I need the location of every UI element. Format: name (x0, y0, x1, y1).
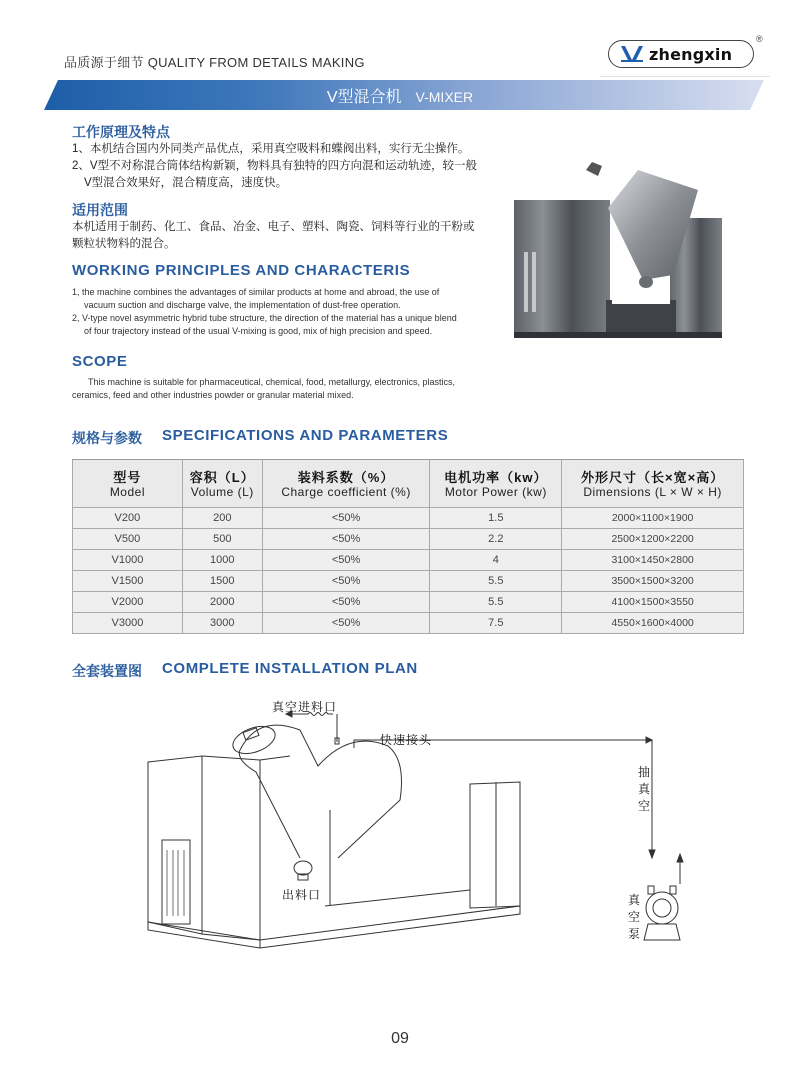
scope-en-line-1: This machine is suitable for pharmaceutical, chemical, food, metallurgy, electronics, plastics, (88, 377, 455, 387)
label-discharge: 出料口 (282, 888, 322, 902)
specs-heading-cn: 规格与参数 (72, 430, 142, 446)
cell-model: V2000 (73, 592, 183, 613)
col-header-charge-coefficient: 装料系数（%） Charge coefficient (%) (262, 460, 430, 508)
principles-en-line-4: of four trajectory instead of the usual V-mixing is good, mix of high precision and speed. (84, 326, 433, 336)
cell-charge: <50% (262, 550, 430, 571)
principles-en-line-3: 2, V-type novel asymmetric hybrid tube structure, the direction of the material has a unique blend (72, 313, 457, 323)
cell-charge: <50% (262, 529, 430, 550)
registered-mark: ® (756, 34, 763, 44)
table-row (73, 508, 744, 529)
table-row (73, 613, 744, 634)
cell-charge: <50% (262, 613, 430, 634)
tagline: 品质源于细节 QUALITY FROM DETAILS MAKING (64, 55, 365, 70)
col-header-model: 型号 Model (73, 460, 183, 508)
page-number: 09 (391, 1030, 409, 1047)
table-header-row (73, 460, 744, 508)
principles-cn-heading: 工作原理及特点 (72, 124, 170, 140)
scope-cn-line-1: 本机适用于制药、化工、食品、冶金、电子、塑料、陶瓷、饲料等行业的干粉或 (72, 221, 475, 233)
scope-en-heading: SCOPE (72, 353, 128, 370)
cell-model: V3000 (73, 613, 183, 634)
cell-model: V500 (73, 529, 183, 550)
cell-dimensions: 2000×1100×1900 (562, 508, 744, 529)
principles-cn-item-2: 2、V型不对称混合筒体结构新颖，物料具有独特的四方向混和运动轨迹，较一般 (72, 160, 478, 172)
cell-power: 2.2 (430, 529, 562, 550)
principles-en-heading: WORKING PRINCIPLES AND CHARACTERIS (72, 262, 411, 279)
label-vacuum-inlet: 真空进料口 (272, 700, 338, 714)
principles-en-line-1: 1, the machine combines the advantages of similar products at home and abroad, the use of (72, 287, 440, 297)
page-title (0, 84, 800, 107)
title-en: V-MIXER (415, 89, 474, 105)
col-header-dimensions: 外形尺寸（长×宽×高） Dimensions (L × W × H) (562, 460, 744, 508)
principles-cn-item-1: 1、本机结合国内外同类产品优点，采用真空吸料和蝶阀出料，实行无尘操作。 (72, 143, 470, 155)
cell-power: 1.5 (430, 508, 562, 529)
specs-heading-en: SPECIFICATIONS AND PARAMETERS (162, 427, 449, 444)
cell-volume: 3000 (182, 613, 262, 634)
cell-dimensions: 4550×1600×4000 (562, 613, 744, 634)
brand-logo (608, 40, 754, 68)
installation-heading-en: COMPLETE INSTALLATION PLAN (162, 660, 418, 677)
cell-power: 5.5 (430, 592, 562, 613)
col-header-motor-power: 电机功率（kw） Motor Power (kw) (430, 460, 562, 508)
cell-charge: <50% (262, 571, 430, 592)
specifications-table (72, 459, 744, 634)
table-row (73, 550, 744, 571)
table-row (73, 571, 744, 592)
zhengxin-logo-icon (621, 46, 643, 62)
cell-volume: 1000 (182, 550, 262, 571)
cell-dimensions: 3500×1500×3200 (562, 571, 744, 592)
installation-heading-cn: 全套装置图 (72, 663, 142, 679)
cell-power: 4 (430, 550, 562, 571)
table-row (73, 529, 744, 550)
cell-model: V200 (73, 508, 183, 529)
principles-cn-item-2-cont: V型混合效果好，混合精度高，速度快。 (84, 177, 288, 189)
cell-volume: 500 (182, 529, 262, 550)
cell-volume: 200 (182, 508, 262, 529)
label-quick-connector: 快速接头 (380, 733, 433, 747)
title-cn: V型混合机 (326, 89, 402, 106)
logo-text: zhengxin (649, 44, 733, 64)
col-header-volume: 容积（L） Volume (L) (182, 460, 262, 508)
cell-charge: <50% (262, 592, 430, 613)
scope-en-line-2: ceramics, feed and other industries powder or granular material mixed. (72, 390, 354, 400)
cell-model: V1000 (73, 550, 183, 571)
scope-cn-line-2: 颗粒状物料的混合。 (72, 238, 176, 250)
table-row (73, 592, 744, 613)
installation-diagram (140, 690, 700, 950)
cell-model: V1500 (73, 571, 183, 592)
cell-dimensions: 2500×1200×2200 (562, 529, 744, 550)
principles-en-line-2: vacuum suction and discharge valve, the implementation of dust-free operation. (84, 300, 401, 310)
label-vacuum-pump: 真空泵 (628, 893, 642, 941)
cell-power: 5.5 (430, 571, 562, 592)
cell-power: 7.5 (430, 613, 562, 634)
cell-dimensions: 4100×1500×3550 (562, 592, 744, 613)
header-divider (600, 76, 770, 77)
v-mixer-photo (508, 150, 726, 342)
cell-volume: 2000 (182, 592, 262, 613)
cell-dimensions: 3100×1450×2800 (562, 550, 744, 571)
label-vacuum-line: 抽真空 (638, 765, 652, 813)
scope-cn-heading: 适用范围 (72, 202, 128, 218)
cell-charge: <50% (262, 508, 430, 529)
cell-volume: 1500 (182, 571, 262, 592)
